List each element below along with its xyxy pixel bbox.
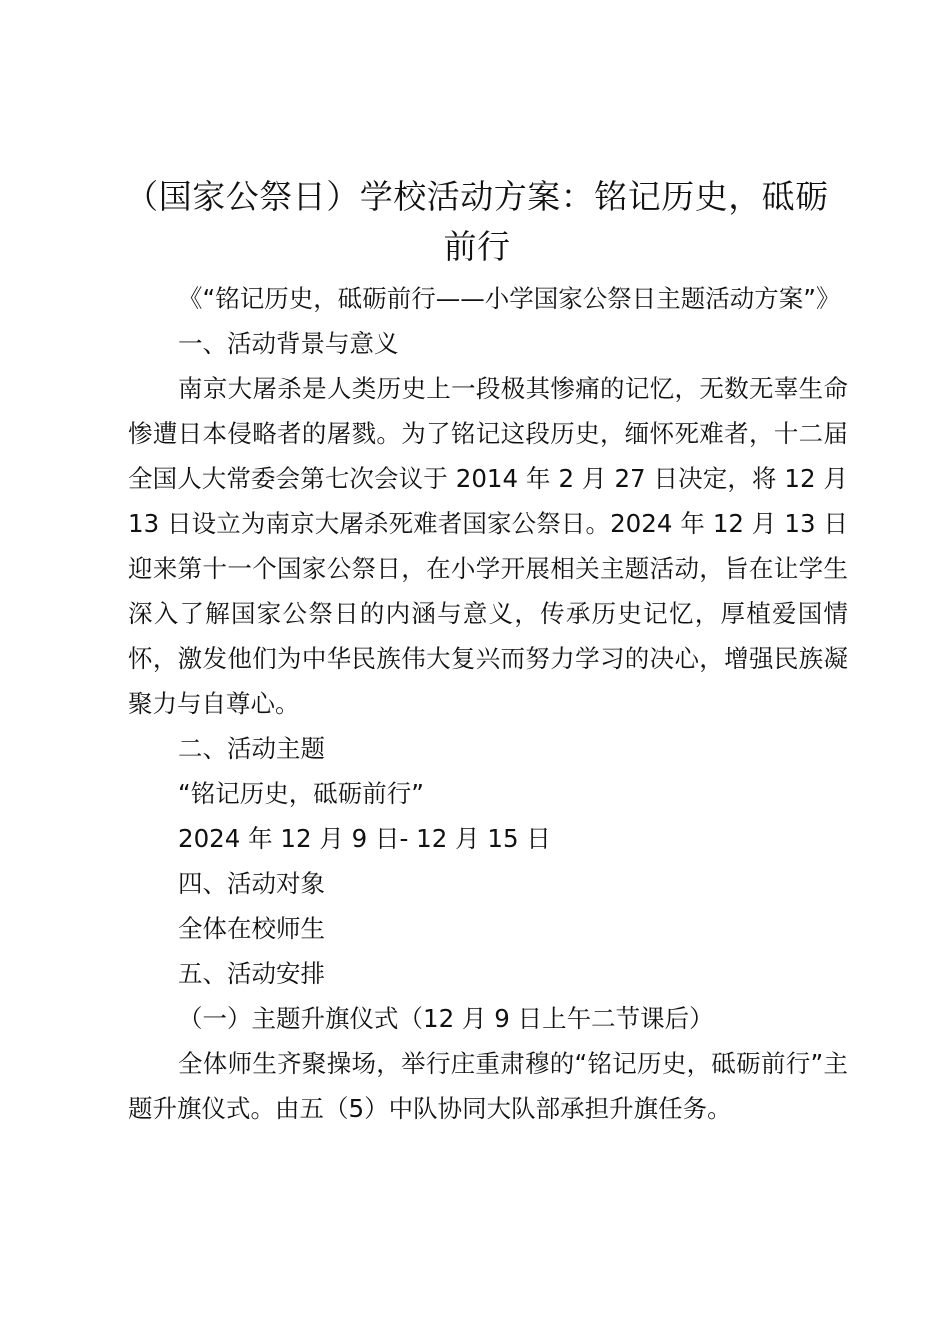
section-heading-background: 一、活动背景与意义 bbox=[178, 329, 399, 358]
section-heading-audience: 四、活动对象 bbox=[178, 869, 325, 898]
audience-text: 全体在校师生 bbox=[178, 914, 325, 943]
flag-ceremony-paragraph: 全体师生齐聚操场，举行庄重肃穆的“铭记历史，砥砺前行”主题升旗仪式。由五（5）中队协同大队部承担升旗任务。 bbox=[128, 1049, 848, 1123]
section-heading-theme: 二、活动主题 bbox=[178, 734, 325, 763]
plan-name-paragraph: 《“铭记历史，砥砺前行——小学国家公祭日主题活动方案”》 bbox=[178, 284, 841, 313]
activity-dates: 2024 年 12 月 9 日- 12 月 15 日 bbox=[178, 824, 551, 853]
background-paragraph: 南京大屠杀是人类历史上一段极其惨痛的记忆，无数无辜生命惨遭日本侵略者的屠戮。为了铭记这段历史，缅怀死难者，十二届全国人大常委会第七次会议于 2014 年 2 月 27 日决定，将 12 月 13 日设立为南京大屠杀死难者国家公祭日。2024 年 12 月 13 日迎来第十一个国家公祭日，在小学开展相关主题活动，旨在让学生深入了解国家公祭日的内涵与意义，传承历史记忆，厚植爱国情怀，激发他们为中华民族伟大复兴而努力学习的决心，增强民族凝聚力与自尊心。 bbox=[128, 374, 848, 718]
document-body bbox=[128, 276, 848, 1131]
subsection-heading-flag-ceremony: （一）主题升旗仪式（12 月 9 日上午二节课后） bbox=[178, 1004, 714, 1033]
theme-text: “铭记历史，砥砺前行” bbox=[178, 779, 424, 808]
section-heading-arrangement: 五、活动安排 bbox=[178, 959, 325, 988]
document-title: （国家公祭日）学校活动方案：铭记历史，砥砺前行 bbox=[125, 177, 829, 266]
